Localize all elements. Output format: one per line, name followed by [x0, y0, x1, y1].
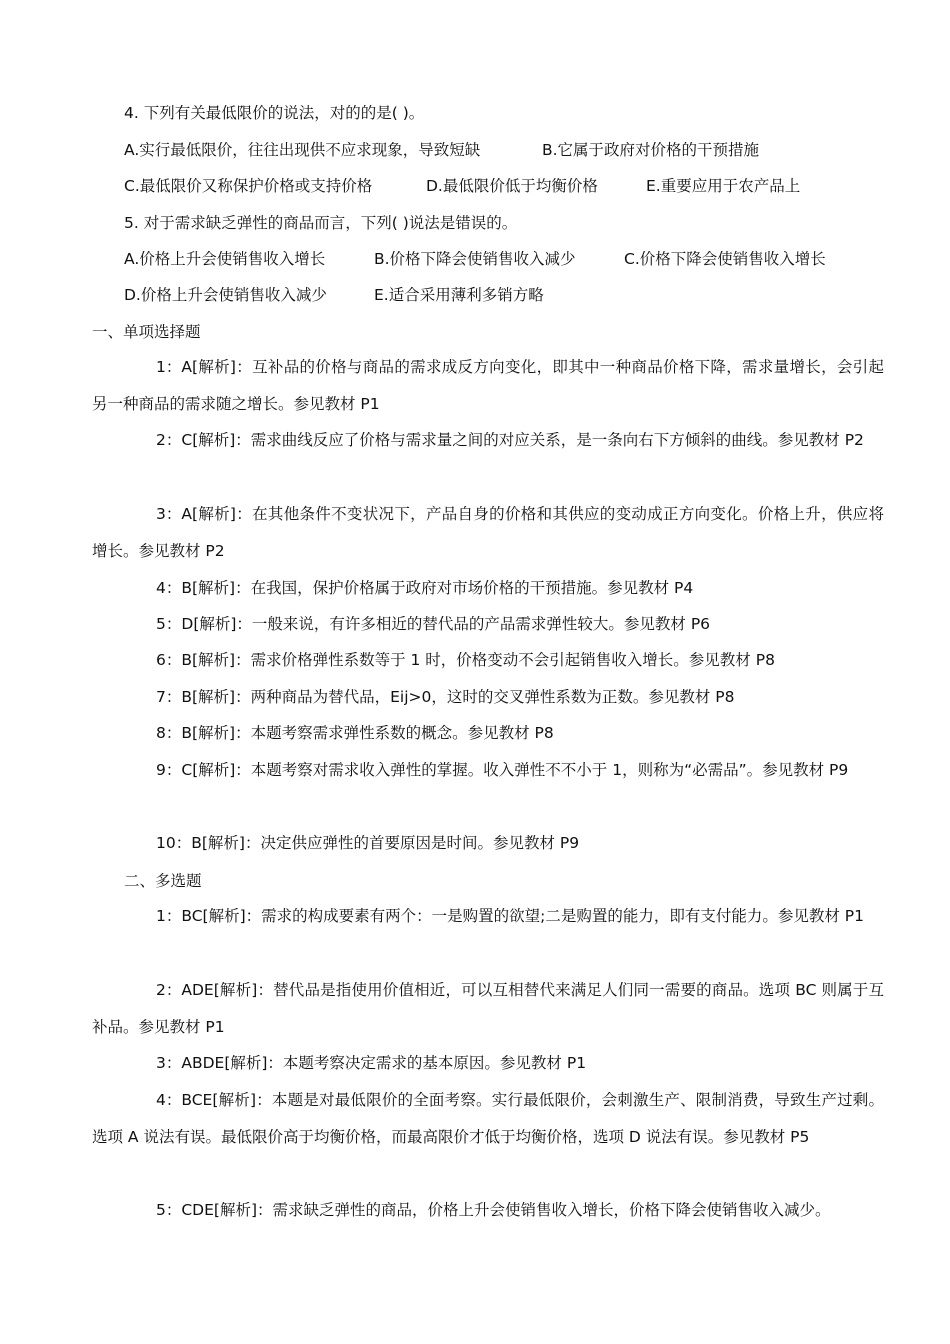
option-b: B.它属于政府对价格的干预措施	[542, 141, 760, 159]
answer-number: 4：BCE	[156, 1091, 213, 1109]
option-a: A.实行最低限价，往往出现供不应求现象，导致短缺	[124, 141, 481, 159]
answer-explanation: [解析]：互补品的价格与商品的需求成反方向变化，即其中一种商品价格下降，需求量增长，会引起另一种商品的需求随之增长。参见教材 P1	[92, 358, 884, 413]
answer-2-5	[92, 1192, 884, 1229]
answer-number: 10：B	[156, 834, 202, 852]
answer-explanation: [解析]：决定供应弹性的首要原因是时间。参见教材 P9	[201, 834, 580, 852]
answer-number: 7：B	[156, 688, 192, 706]
option-a: A.价格上升会使销售收入增长	[124, 250, 326, 268]
answer-explanation: [解析]：本题考察决定需求的基本原因。参见教材 P1	[224, 1054, 587, 1072]
answer-1-8	[92, 715, 884, 752]
section-2-title: 二、多选题	[124, 872, 202, 890]
answer-number: 5：D	[156, 615, 194, 633]
answer-explanation: [解析]：需求价格弹性系数等于 1 时，价格变动不会引起销售收入增长。参见教材 P8	[192, 651, 775, 669]
option-e: E.适合采用薄利多销方略	[374, 286, 544, 304]
option-c: C.价格下降会使销售收入增长	[624, 250, 826, 268]
answer-number: 6：B	[156, 651, 192, 669]
option-d: D.价格上升会使销售收入减少	[124, 286, 327, 304]
answer-1-10	[92, 825, 884, 862]
section-1-title: 一、单项选择题	[92, 323, 201, 341]
answer-number: 1：BC	[156, 907, 203, 925]
answer-number: 8：B	[156, 724, 192, 742]
answer-number: 2：ADE	[156, 981, 214, 999]
question-5-stem: 5. 对于需求缺乏弹性的商品而言，下列( )说法是错误的。	[124, 214, 518, 232]
answer-1-1	[92, 349, 884, 423]
option-d: D.最低限价低于均衡价格	[426, 177, 598, 195]
answer-number: 2：C	[156, 431, 193, 449]
answer-1-9	[92, 752, 884, 789]
answer-explanation: [解析]：两种商品为替代品，Eij>0，这时的交叉弹性系数为正数。参见教材 P8	[192, 688, 735, 706]
answer-explanation: [解析]：替代品是指使用价值相近，可以互相替代来满足人们同一需要的商品。选项 BC 则属于互补品。参见教材 P1	[92, 981, 884, 1036]
option-b: B.价格下降会使销售收入减少	[374, 250, 576, 268]
answer-explanation: [解析]：本题是对最低限价的全面考察。实行最低限价，会刺激生产、限制消费，导致生产过剩。选项 A 说法有误。最低限价高于均衡价格，而最高限价才低于均衡价格，选项 D 说法有误。参见教材 P5	[92, 1091, 884, 1146]
answer-1-4	[92, 570, 884, 607]
answer-explanation: [解析]：需求曲线反应了价格与需求量之间的对应关系，是一条向右下方倾斜的曲线。参见教材 P2	[192, 431, 864, 449]
answer-explanation: [解析]：在其他条件不变状况下，产品自身的价格和其供应的变动成正方向变化。价格上升，供应将增长。参见教材 P2	[92, 505, 884, 560]
answer-explanation: [解析]：在我国，保护价格属于政府对市场价格的干预措施。参见教材 P4	[192, 579, 694, 597]
answer-1-2	[92, 422, 884, 459]
answer-explanation: [解析]：本题考察需求弹性系数的概念。参见教材 P8	[192, 724, 554, 742]
answer-2-3	[92, 1045, 884, 1082]
answer-number: 9：C	[156, 761, 193, 779]
answer-1-3	[92, 496, 884, 570]
answer-1-6	[92, 642, 884, 679]
answer-explanation: [解析]：需求缺乏弹性的商品，价格上升会使销售收入增长，价格下降会使销售收入减少。	[213, 1201, 831, 1219]
answer-2-2	[92, 972, 884, 1046]
answer-1-5	[92, 606, 884, 643]
answer-number: 1：A	[156, 358, 192, 376]
answer-explanation: [解析]：一般来说，有许多相近的替代品的产品需求弹性较大。参见教材 P6	[193, 615, 711, 633]
option-c: C.最低限价又称保护价格或支持价格	[124, 177, 373, 195]
answer-1-7	[92, 679, 884, 716]
answer-2-4	[92, 1082, 884, 1156]
answer-2-1	[92, 898, 884, 935]
answer-number: 4：B	[156, 579, 192, 597]
answer-number: 3：A	[156, 505, 192, 523]
answer-explanation: [解析]：本题考察对需求收入弹性的掌握。收入弹性不不小于 1，则称为“必需品”。参见教材 P9	[192, 761, 849, 779]
answer-explanation: [解析]：需求的构成要素有两个：一是购置的欲望;二是购置的能力，即有支付能力。参见教材 P1	[202, 907, 865, 925]
question-4-stem: 4. 下列有关最低限价的说法，对的的是( )。	[124, 104, 425, 122]
answer-number: 5：CDE	[156, 1201, 214, 1219]
answer-number: 3：ABDE	[156, 1054, 225, 1072]
option-e: E.重要应用于农产品上	[646, 177, 801, 195]
